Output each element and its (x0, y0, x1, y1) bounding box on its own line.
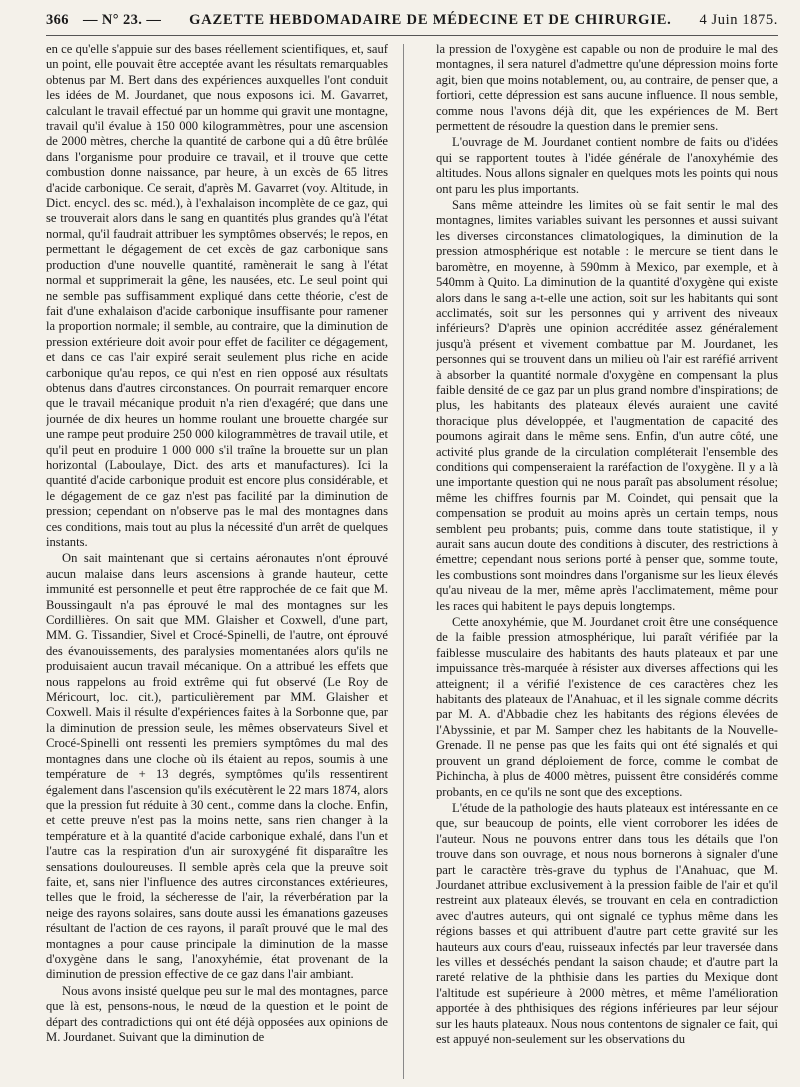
left-column (46, 42, 388, 1078)
page-header (46, 0, 778, 36)
article-body (46, 42, 778, 1078)
page-number: 366 (46, 12, 69, 28)
paragraph: On sait maintenant que si certains aéronautes n'ont éprouvé aucun malaise dans leurs ascensions à grande hauteur, cette immunité est personnelle et peut être rapprochée de ce fait que M. Boussingault n'a pas éprouvé le mal des montagnes sur les Cordillières. On sait que MM. Glaisher et Coxwell, d'une part, MM. G. Tissandier, Sivel et Crocé-Spinelli, de l'autre, ont éprouvé des évanouissements, des paralysies momentanées alors qu'ils ne produisaient aucun travail mécanique. On a attribué les effets que nous rappelons au froid extrême qui fut observé (Le Roy de Méricourt, loc. cit.), particulièrement par MM. Glaisher et Coxwell. Mais il résulte d'expériences faites à la Sorbonne que, par la diminution de pression seule, les mêmes observateurs Sivel et Crocé-Spinelli ont ressenti les premiers symptômes du mal des montagnes dans une cloche où ils étaient au repos, soumis à une température de + 13 degrés, symptômes qu'ils ressentirent également dans l'ascension qu'ils exécutèrent le 22 mars 1874, alors que la pression fut réduite à 30 cent., comme dans la cloche. Enfin, et cette preuve n'est pas la moins nette, sans rien changer à la température et à la quantité d'acide carbonique exhalé, dans l'un et l'autre cas la respiration d'un air suroxygéné fit disparaître les sensations douloureuses. Il semble après cela que la preuve soit faite, et, sans nier l'influence des autres circonstances extérieures, telles que le froid, la sécheresse de l'air, la réverbération par la neige des rayons solaires, sans doute aussi les émanations gazeuses résultant de l'action de ces rayons, il paraît prouvé que le mal des montagnes a pour cause principale la diminution de la masse d'oxygène dans le sang, l'anoxyhémie, état provenant de la diminution de pression effective de ce gaz dans l'air ambiant. (46, 551, 388, 982)
journal-title: GAZETTE HEBDOMADAIRE DE MÉDECINE ET DE CHIRURGIE. (189, 12, 672, 28)
paragraph: Sans même atteindre les limites où se fait sentir le mal des montagnes, limites variables suivant les personnes et aussi suivant les diverses circonstances climatologiques, la diminution de la pression atmosphérique est notable : le mercure se tient dans le baromètre, en moyenne, à 590mm à Mexico, par exemple, et à 540mm à Quito. La diminution de la quantité d'oxygène qui existe alors dans le sang a-t-elle une action, soit sur les habitants qui sont acclimatés, soit sur les personnes qui y arrivent des niveaux inférieurs? D'après une opinion accréditée assez généralement jusqu'à présent et vivement combattue par M. Jourdanet, les personnes qui se trouvent dans un milieu où l'air est raréfié arrivent à absorber la quantité normale d'oxygène en compensant la plus faible densité de ce gaz par un plus grand nombre d'inspirations; de plus, les habitants des plateaux élevés auraient une cavité thoracique plus développée, et l'augmentation de capacité des poumons agirait dans le même sens. Enfin, d'un autre côté, une activité plus grande de la circulation compléterait l'ensemble des conditions qui compenseraient la raréfaction de l'oxygène. Il y a là une importante question qui ne nous paraît pas absolument résolue; même les chiffres fournis par M. Coindet, qui pensait que la compensation se produit au moins après un certain temps, nous semblent peu probants; puis, comme dans toute statistique, il y aurait sans aucun doute des conditions à discuter, des restrictions à émettre; cependant nous serions porté à penser que, somme toute, les combustions sont moindres dans l'organisme sur les lieux élevés qu'au niveau de la mer, même après l'acclimatement, même pour les races qui habitent le pays depuis longtemps. (436, 198, 778, 613)
paragraph: en ce qu'elle s'appuie sur des bases réellement scientifiques, et, sauf un point, elle pouvait être acceptée avant les résultats remarquables obtenus par M. Bert dans des expériences auxquelles l'ont conduit les idées de M. Jourdanet, que nous exposons ici. M. Gavarret, calculant le travail effectué par un homme qui gravit une montagne, travail qu'il évalue à 150 000 kilogrammètres, pour une ascension de 2000 mètres, cherche la quantité de carbone qui a dû être brûlée dans l'organisme pour produire ce travail, et il trouve que cette combustion donne naissance, par heure, à un excès de 65 litres d'acide carbonique. Ce serait, d'après M. Gavarret (voy. Altitude, in Dict. encycl. des sc. méd.), à l'exhalaison incomplète de ce gaz, qui se trouverait alors dans le sang en quantités plus grandes qu'à l'état normal, qu'il faudrait attribuer les symptômes observés; le repos, en permettant le dégagement de cet excès de gaz carbonique sans production d'une nouvelle quantité, ramènerait le sang à l'état normal et supprimerait la gêne, les nausées, etc. Le seul point qui ne semble pas suffisamment expliqué dans cette théorie, c'est de fait d'une exhalaison d'acide carbonique insuffisante pour ramener la proportion normale; il semble, au contraire, que la diminution de pression extérieure doit avoir pour effet de faciliter ce dégagement, et dans ce cas l'air expiré serait seulement plus riche en acide carbonique qu'au repos, ce qui n'est en rien opposé aux résultats obtenus dans d'autres circonstances. On pourrait remarquer encore que le travail mécanique produit n'a rien d'exagéré; que dans une journée de dix heures un homme roulant une brouette chargée sur une rampe peut produire 250 000 kilogrammètres de travail utile, et qu'il peut en produire 1 000 000 s'il traîne la brouette sur un plan horizontal (Laboulaye, Dict. des arts et manufactures). Ici la quantité d'acide carbonique produit est encore plus considérable, et le dégagement de ce gaz n'est pas facilité par la diminution de pression; cependant on n'observe pas le mal des montagnes dans ces conditions, mais tout au plus la nécessité d'un arrêt de quelques instants. (46, 42, 388, 549)
paragraph: Cette anoxyhémie, que M. Jourdanet croit être une conséquence de la faible pression atmosphérique, lui paraît vérifiée par la faiblesse musculaire des habitants des hauts plateaux et par une impuissance très-marquée à résister aux diverses affections qui les atteignent; il a vérifié l'existence de ces caractères chez les habitants des plateaux de l'Anahuac, et il les signale comme décrits par M. A. d'Abbadie chez les habitants des régions élevées de l'Abyssinie, et par M. Samper chez les habitants de la Nouvelle-Grenade. Il ne pense pas que les faits qui ont été signalés et qui prouvent un grand déploiement de force, comme le combat de Pichincha, à plus de 4000 mètres, puissent être considérés comme probants, en ce qu'ils ne sont que des exceptions. (436, 615, 778, 799)
paragraph: la pression de l'oxygène est capable ou non de produire le mal des montagnes, il sera naturel d'admettre qu'une dépression moins forte agit, bien que moins notablement, ou, au contraire, de penser que, a fortiori, cette dépression est sans aucune influence. Il nous semble, comme nous l'avons déjà dit, que les expériences de M. Bert permettent de résoudre la question dans le premier sens. (436, 42, 778, 134)
header-left (46, 12, 161, 29)
column-divider (403, 44, 404, 1079)
paragraph: L'étude de la pathologie des hauts plateaux est intéressante en ce que, sur beaucoup de points, elle vient corroborer les idées de l'auteur. Nous ne pouvons entrer dans tous les détails que l'on trouve dans son ouvrage, et nous nous bornerons à signaler d'une part le caractère très-grave du typhus de l'Anahuac, que M. Jourdanet attribue exclusivement à la pression faible de l'air et qu'il restreint aux plateaux élevés, se trouvant en cela en contradiction avec d'autres auteurs, qui ont signalé ce typhus même dans les régions basses et qui attribuent d'autre part cette gravité sur les hauteurs aux cours d'eau, ruisseaux infectés par leur traversée dans les villes et desséchés pendant la saison chaude; et d'autre part la rareté relative de la phthisie dans les parties du Mexique dont l'altitude est supérieure à 2000 mètres, et même l'amélioration apportée à des phthisiques des régions inférieures par leur séjour sur les hauts plateaux. Nous nous contentons de signaler ce fait, qui est appuyé non-seulement sur les observations du (436, 800, 778, 1046)
issue-date: 4 Juin 1875. (699, 12, 778, 28)
issue-number: — N° 23. — (82, 12, 162, 28)
paragraph: L'ouvrage de M. Jourdanet contient nombre de faits ou d'idées qui se rapportent toutes à l'idée générale de l'anoxyhémie des altitudes. Nous allons signaler en quelques mots les points qui nous ont paru les plus importants. (436, 135, 778, 196)
right-column (436, 42, 778, 1078)
paragraph: Nous avons insisté quelque peu sur le mal des montagnes, parce que là est, pensons-nous, le nœud de la question et le point de départ des contradictions qui ont été déjà opposées aux opinions de M. Jourdanet. Suivant que la diminution de (46, 983, 388, 1044)
